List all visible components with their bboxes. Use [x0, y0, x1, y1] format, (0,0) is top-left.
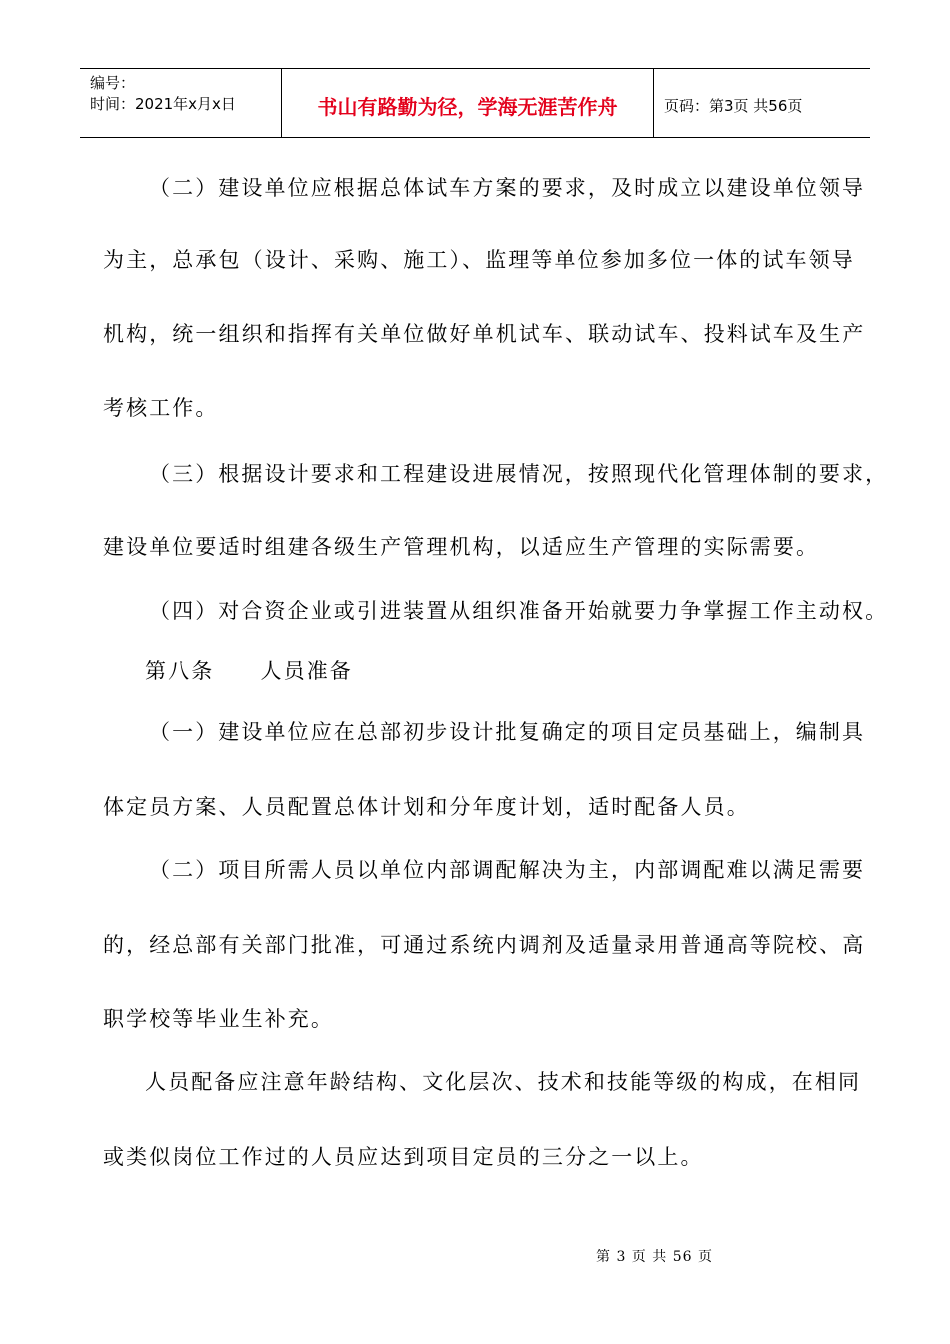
article-heading: 第八条 人员准备: [145, 659, 353, 683]
paragraph-line: 体定员方案、人员配置总体计划和分年度计划，适时配备人员。: [103, 795, 750, 819]
header-meta: [80, 69, 282, 137]
paragraph-line: 人员配备应注意年龄结构、文化层次、技术和技能等级的构成，在相同: [145, 1070, 862, 1094]
paragraph-line: （二）项目所需人员以单位内部调配解决为主，内部调配难以满足需要: [149, 858, 866, 882]
paragraph-line: （一）建设单位应在总部初步设计批复确定的项目定员基础上，编制具: [149, 720, 866, 744]
header-motto: 书山有路勤为径，学海无涯苦作舟: [282, 69, 654, 137]
document-time-label: 时间：2021年x月x日: [90, 95, 236, 113]
footer-page-number: 第 3 页 共 56 页: [596, 1249, 713, 1265]
paragraph-line: （二）建设单位应根据总体试车方案的要求，及时成立以建设单位领导: [149, 176, 866, 200]
paragraph-line: 的，经总部有关部门批准，可通过系统内调剂及适量录用普通高等院校、高: [103, 933, 866, 957]
header-page-info: 页码：第3页 共56页: [664, 96, 803, 115]
paragraph-line: 建设单位要适时组建各级生产管理机构，以适应生产管理的实际需要。: [103, 535, 820, 559]
paragraph-line: 职学校等毕业生补充。: [103, 1007, 334, 1031]
paragraph-line: 为主，总承包（设计、采购、施工）、监理等单位参加多位一体的试车领导: [103, 248, 855, 272]
paragraph-line: 机构，统一组织和指挥有关单位做好单机试车、联动试车、投料试车及生产: [103, 322, 866, 346]
page-header: [80, 68, 870, 138]
document-number-label: 编号：: [90, 74, 136, 92]
paragraph-line: 或类似岗位工作过的人员应达到项目定员的三分之一以上。: [103, 1145, 704, 1169]
paragraph-line: 考核工作。: [103, 396, 219, 420]
paragraph-line: （四）对合资企业或引进装置从组织准备开始就要力争掌握工作主动权。: [149, 599, 889, 623]
paragraph-line: （三）根据设计要求和工程建设进展情况，按照现代化管理体制的要求，: [149, 462, 889, 486]
